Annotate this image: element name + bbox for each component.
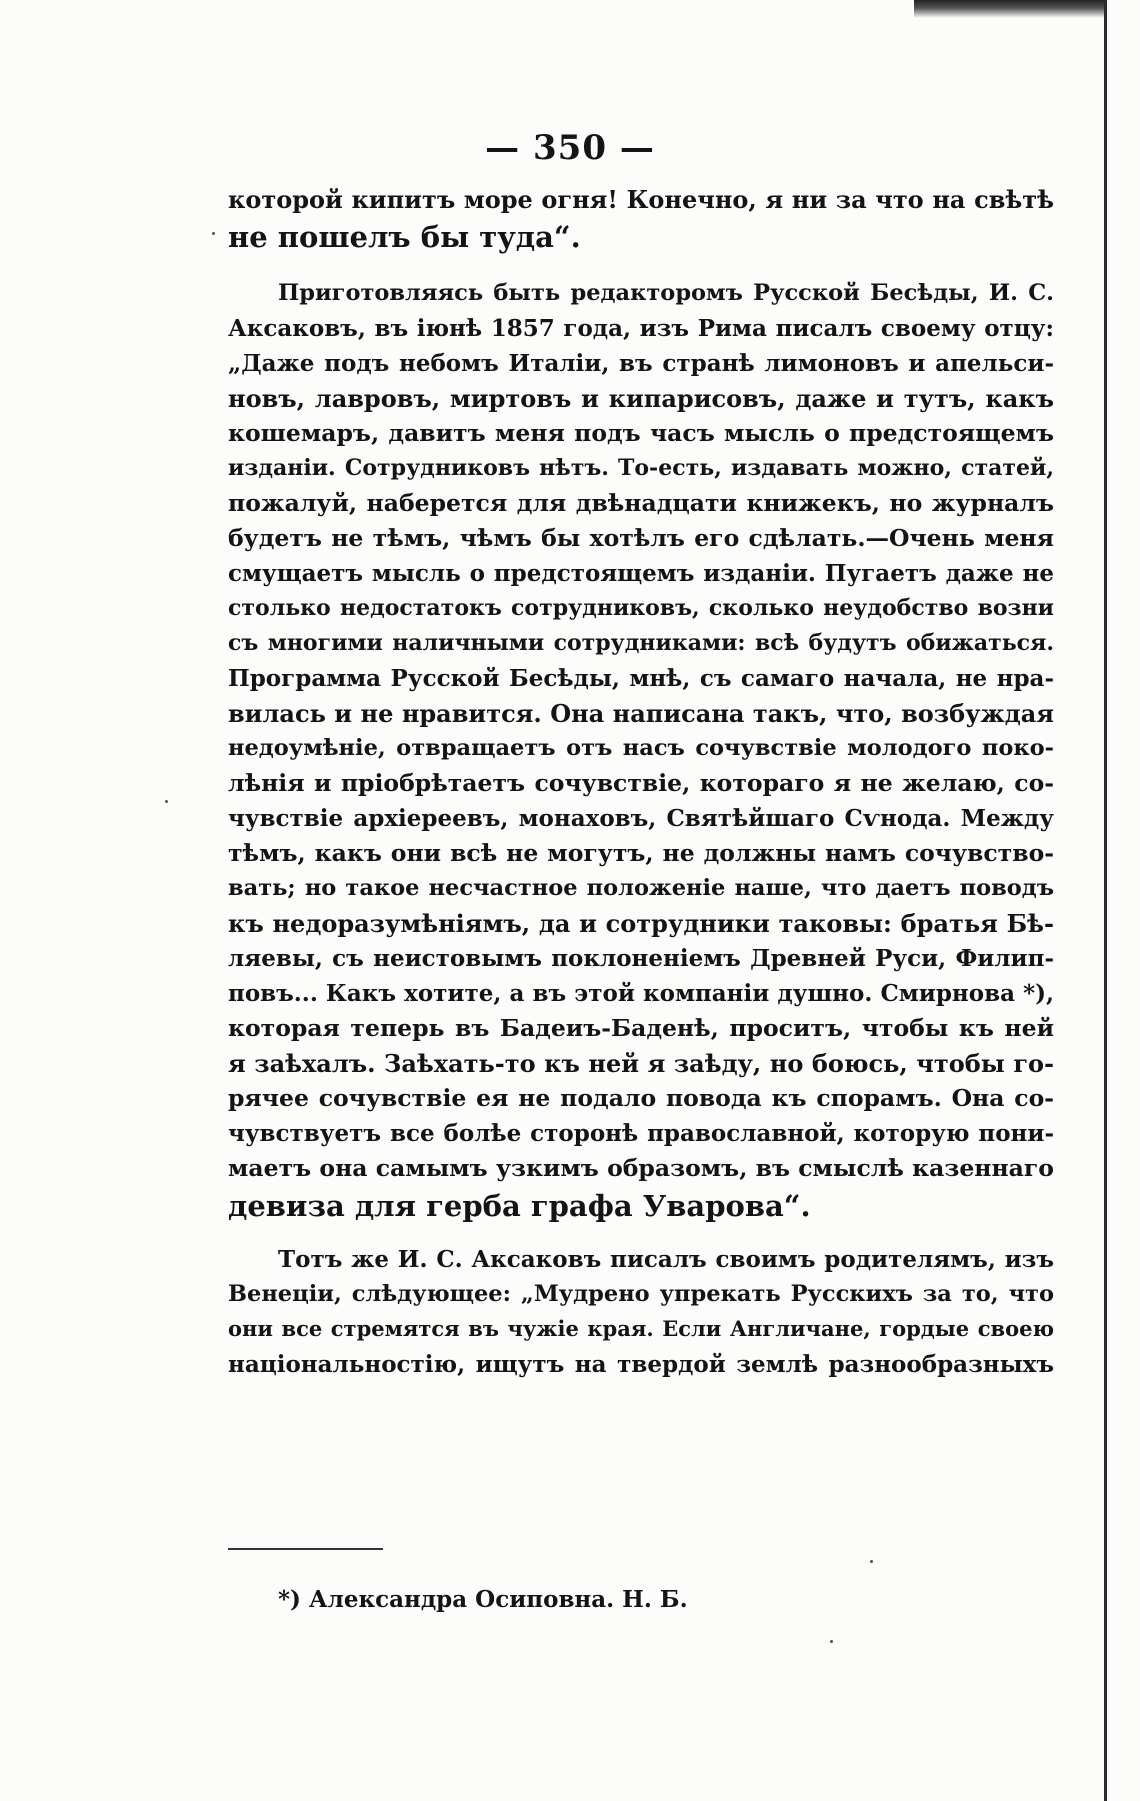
text-line: тѣмъ, какъ они всѣ не могутъ, не должны намъ сочувство- <box>228 839 1054 867</box>
footnote-divider <box>228 1548 383 1550</box>
text-line: новъ, лавровъ, миртовъ и кипарисовъ, даже и тутъ, какъ <box>228 384 1054 413</box>
text-line: которой кипитъ море огня! Конечно, я ни за что на свѣтѣ <box>228 185 1054 214</box>
text-line: маетъ она самымъ узкимъ образомъ, въ смыслѣ казеннаго <box>228 1154 1054 1182</box>
text-line: Приготовляясь быть редакторомъ Русской Бесѣды, И. С. <box>278 280 1054 306</box>
text-line: ляевы, съ неистовымъ поклоненіемъ Древней Руси, Филип- <box>228 945 1054 972</box>
text-line: чувствуетъ все болѣе сторонѣ православной, которую пони- <box>228 1120 1054 1147</box>
text-line: они все стремятся въ чужіе края. Если Англичане, гордые своею <box>228 1316 1054 1341</box>
text-line: съ многими наличными сотрудниками: всѣ будутъ обижаться. <box>228 630 1054 656</box>
scan-speck <box>830 1640 833 1643</box>
text-line: которая теперь въ Бадеиъ-Баденѣ, проситъ, чтобы къ ней <box>228 1014 1054 1042</box>
text-line: повъ... Какъ хотите, а въ этой компаніи душно. Смирнова *), <box>228 980 1054 1007</box>
text-line: пожалуй, наберется для двѣнадцати книжекъ, но журналъ <box>228 489 1054 517</box>
scan-speck <box>165 800 168 803</box>
text-line: изданіи. Сотрудниковъ нѣтъ. То-есть, издавать можно, статей, <box>228 455 1054 481</box>
text-line: Тотъ же И. С. Аксаковъ писалъ своимъ родителямъ, изъ <box>278 1246 1054 1273</box>
text-line: „Даже подъ небомъ Италіи, въ странѣ лимоновъ и апельси- <box>228 350 1054 377</box>
text-line: я заѣхалъ. Заѣхать-то къ ней я заѣду, но боюсь, чтобы го- <box>228 1049 1054 1078</box>
scan-smudge <box>914 0 1104 18</box>
text-line: столько недостатокъ сотрудниковъ, сколько неудобство возни <box>228 595 1054 621</box>
text-line: лѣнія и пріобрѣтаетъ сочувствіе, котораго я не желаю, со- <box>228 769 1054 797</box>
text-line: вать; но такое несчастное положеніе наше, что даетъ поводъ <box>228 875 1054 901</box>
text-line: національностію, ищутъ на твердой землѣ разнообразныхъ <box>228 1351 1054 1378</box>
footnote: *) Александра Осиповна. Н. Б. <box>278 1586 688 1613</box>
scan-speck <box>870 1560 873 1563</box>
scan-speck <box>212 232 215 235</box>
scan-page-edge <box>1104 0 1107 1801</box>
text-line: смущаетъ мысль о предстоящемъ изданіи. Пугаетъ даже не <box>228 560 1054 587</box>
text-line: Программа Русской Бесѣды, мнѣ, съ самаго начала, не нра- <box>228 665 1054 692</box>
text-line: Венеціи, слѣдующее: „Мудрено упрекать Русскихъ за то, что <box>228 1281 1054 1307</box>
text-line: недоумѣніе, отвращаетъ отъ насъ сочувствіе молодого поко- <box>228 735 1054 761</box>
text-line: вилась и не нравится. Она написана такъ, что, возбуждая <box>228 699 1054 728</box>
text-line: къ недоразумѣніямъ, да и сотрудники таковы: братья Бѣ- <box>228 909 1054 938</box>
page-number: — 350 — <box>485 128 655 168</box>
text-line: будетъ не тѣмъ, чѣмъ бы хотѣлъ его сдѣлать.—Очень меня <box>228 524 1054 552</box>
text-line: девиза для герба графа Уварова“. <box>228 1189 811 1223</box>
text-line: кошемаръ, давитъ меня подъ часъ мысль о предстоящемъ <box>228 419 1054 447</box>
text-line: не пошелъ бы туда“. <box>228 220 581 254</box>
text-line: Аксаковъ, въ іюнѣ 1857 года, изъ Рима писалъ своему отцу: <box>228 315 1054 342</box>
text-line: рячее сочувствіе ея не подало повода къ спорамъ. Она со- <box>228 1084 1054 1112</box>
text-line: чувствіе архіереевъ, монаховъ, Святѣйшаго Сѵнода. Между <box>228 805 1054 832</box>
